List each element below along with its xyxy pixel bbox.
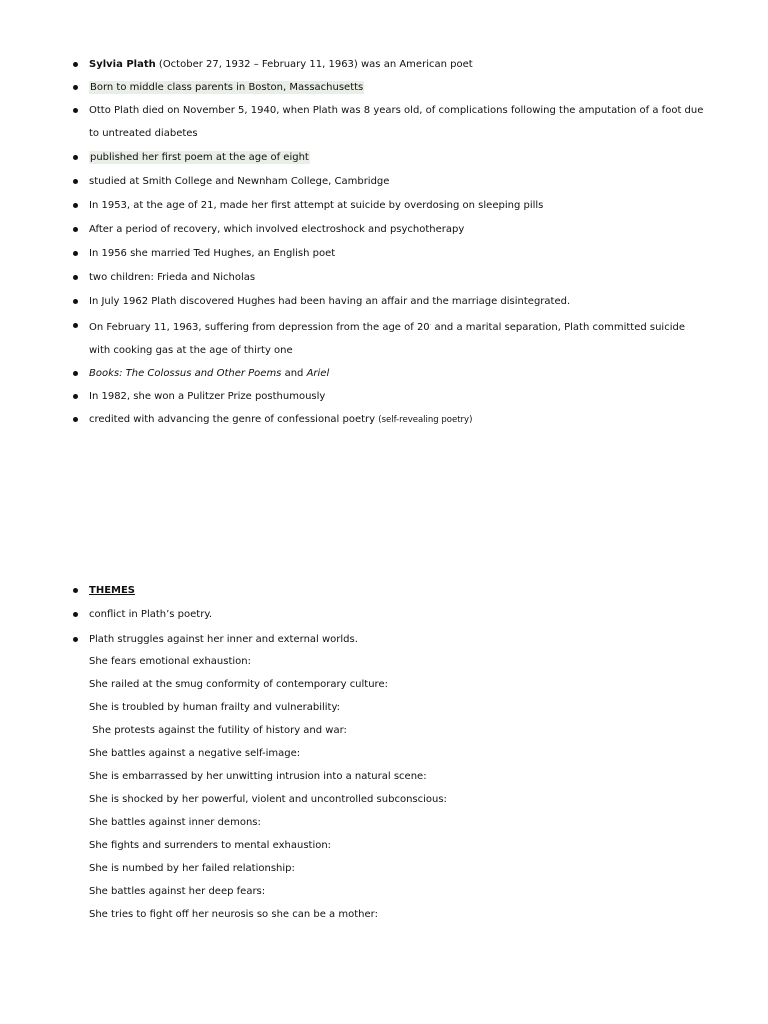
bullet-icon [73, 299, 78, 304]
bullet-icon [73, 612, 78, 617]
text-line: She is embarrassed by her unwitting intrusion into a natural scene: [89, 771, 427, 782]
bullet-icon [73, 275, 78, 280]
parenthetical-text: (self-revealing poetry) [378, 415, 473, 425]
bullet-icon [73, 394, 78, 399]
list-item [0, 99, 768, 145]
highlighted-text: Born to middle class parents in Boston, Massachusetts [90, 82, 364, 93]
list-item [0, 290, 768, 313]
text-line: She tries to fight off her neurosis so she can be a mother: [89, 909, 378, 920]
bullet-icon [73, 417, 78, 422]
list-item-text: In 1953, at the age of 21, made her first attempt at suicide by overdosing on sleeping pills [89, 200, 544, 211]
list-item-text: conflict in Plath’s poetry. [89, 609, 213, 620]
books-conjunction: and [281, 368, 307, 379]
list-item-text: In 1956 she married Ted Hughes, an English poet [89, 248, 336, 259]
text-line: She protests against the futility of history and war: [89, 725, 347, 736]
book-title: The Colossus and Other Poems [125, 368, 282, 379]
list-item [0, 266, 768, 289]
list-item [0, 408, 768, 432]
list-item-text: Plath struggles against her inner and external worlds. [89, 634, 358, 645]
bullet-icon [73, 203, 78, 208]
text-line: She battles against a negative self-image: [89, 748, 301, 759]
list-item [0, 603, 768, 626]
bullet-icon [73, 371, 78, 376]
bullet-icon [73, 85, 78, 90]
themes-lines [89, 650, 709, 926]
bullet-icon [73, 323, 78, 328]
list-item-text: (October 27, 1932 – February 11, 1963) was an American poet [155, 59, 473, 70]
text-line: She is troubled by human frailty and vulnerability: [89, 702, 341, 713]
text-line: She battles against inner demons: [89, 817, 261, 828]
text-line: She fights and surrenders to mental exhaustion: [89, 840, 332, 851]
bullet-icon [73, 588, 78, 593]
list-item [0, 194, 768, 217]
text-line: She is shocked by her powerful, violent and uncontrolled subconscious: [89, 794, 447, 805]
bullet-icon [73, 108, 78, 113]
list-item [0, 146, 768, 169]
books-prefix: Books: [89, 368, 126, 379]
text-line: She battles against her deep fears: [89, 886, 266, 897]
list-item [0, 314, 768, 362]
book-title: Ariel [306, 368, 330, 379]
biography-list [0, 53, 768, 432]
list-item [0, 218, 768, 241]
list-item [0, 242, 768, 265]
list-item-text: After a period of recovery, which involved electroshock and psychotherapy [89, 224, 465, 235]
list-item [0, 170, 768, 193]
bullet-icon [73, 251, 78, 256]
list-item-text: and a marital separation, Plath committed suicide with cooking gas at the age of thirty one [89, 322, 685, 356]
list-item-text: credited with advancing the genre of confessional poetry [89, 414, 379, 425]
superscript-mark: · [429, 322, 432, 328]
bullet-icon [73, 155, 78, 160]
list-item-text: In July 1962 Plath discovered Hughes had been having an affair and the marriage disintegrated. [89, 296, 571, 307]
list-item [0, 628, 768, 651]
section-heading: THEMES [89, 585, 136, 596]
bullet-icon [73, 227, 78, 232]
list-item [0, 579, 768, 602]
list-item-text: In 1982, she won a Pulitzer Prize posthumously [89, 391, 326, 402]
bullet-icon [73, 179, 78, 184]
list-item [0, 385, 768, 408]
list-item-text: studied at Smith College and Newnham College, Cambridge [89, 176, 390, 187]
bullet-icon [73, 637, 78, 642]
list-item-text: two children: Frieda and Nicholas [89, 272, 256, 283]
poet-name: Sylvia Plath [89, 59, 156, 70]
text-line: She railed at the smug conformity of contemporary culture: [89, 679, 388, 690]
highlighted-text: published her first poem at the age of eight [90, 152, 309, 163]
list-item [0, 362, 768, 385]
list-item-text: On February 11, 1963, suffering from depression from the age of 20 [89, 322, 430, 333]
text-line: She fears emotional exhaustion: [89, 656, 252, 667]
text-line: She is numbed by her failed relationship: [89, 863, 295, 874]
list-item-text: Otto Plath died on November 5, 1940, when Plath was 8 years old, of complications following the amputation of a foot due to untreated diabetes [89, 105, 704, 139]
bullet-icon [73, 62, 78, 67]
list-item [0, 76, 768, 99]
themes-list [0, 579, 768, 651]
list-item [0, 53, 768, 76]
